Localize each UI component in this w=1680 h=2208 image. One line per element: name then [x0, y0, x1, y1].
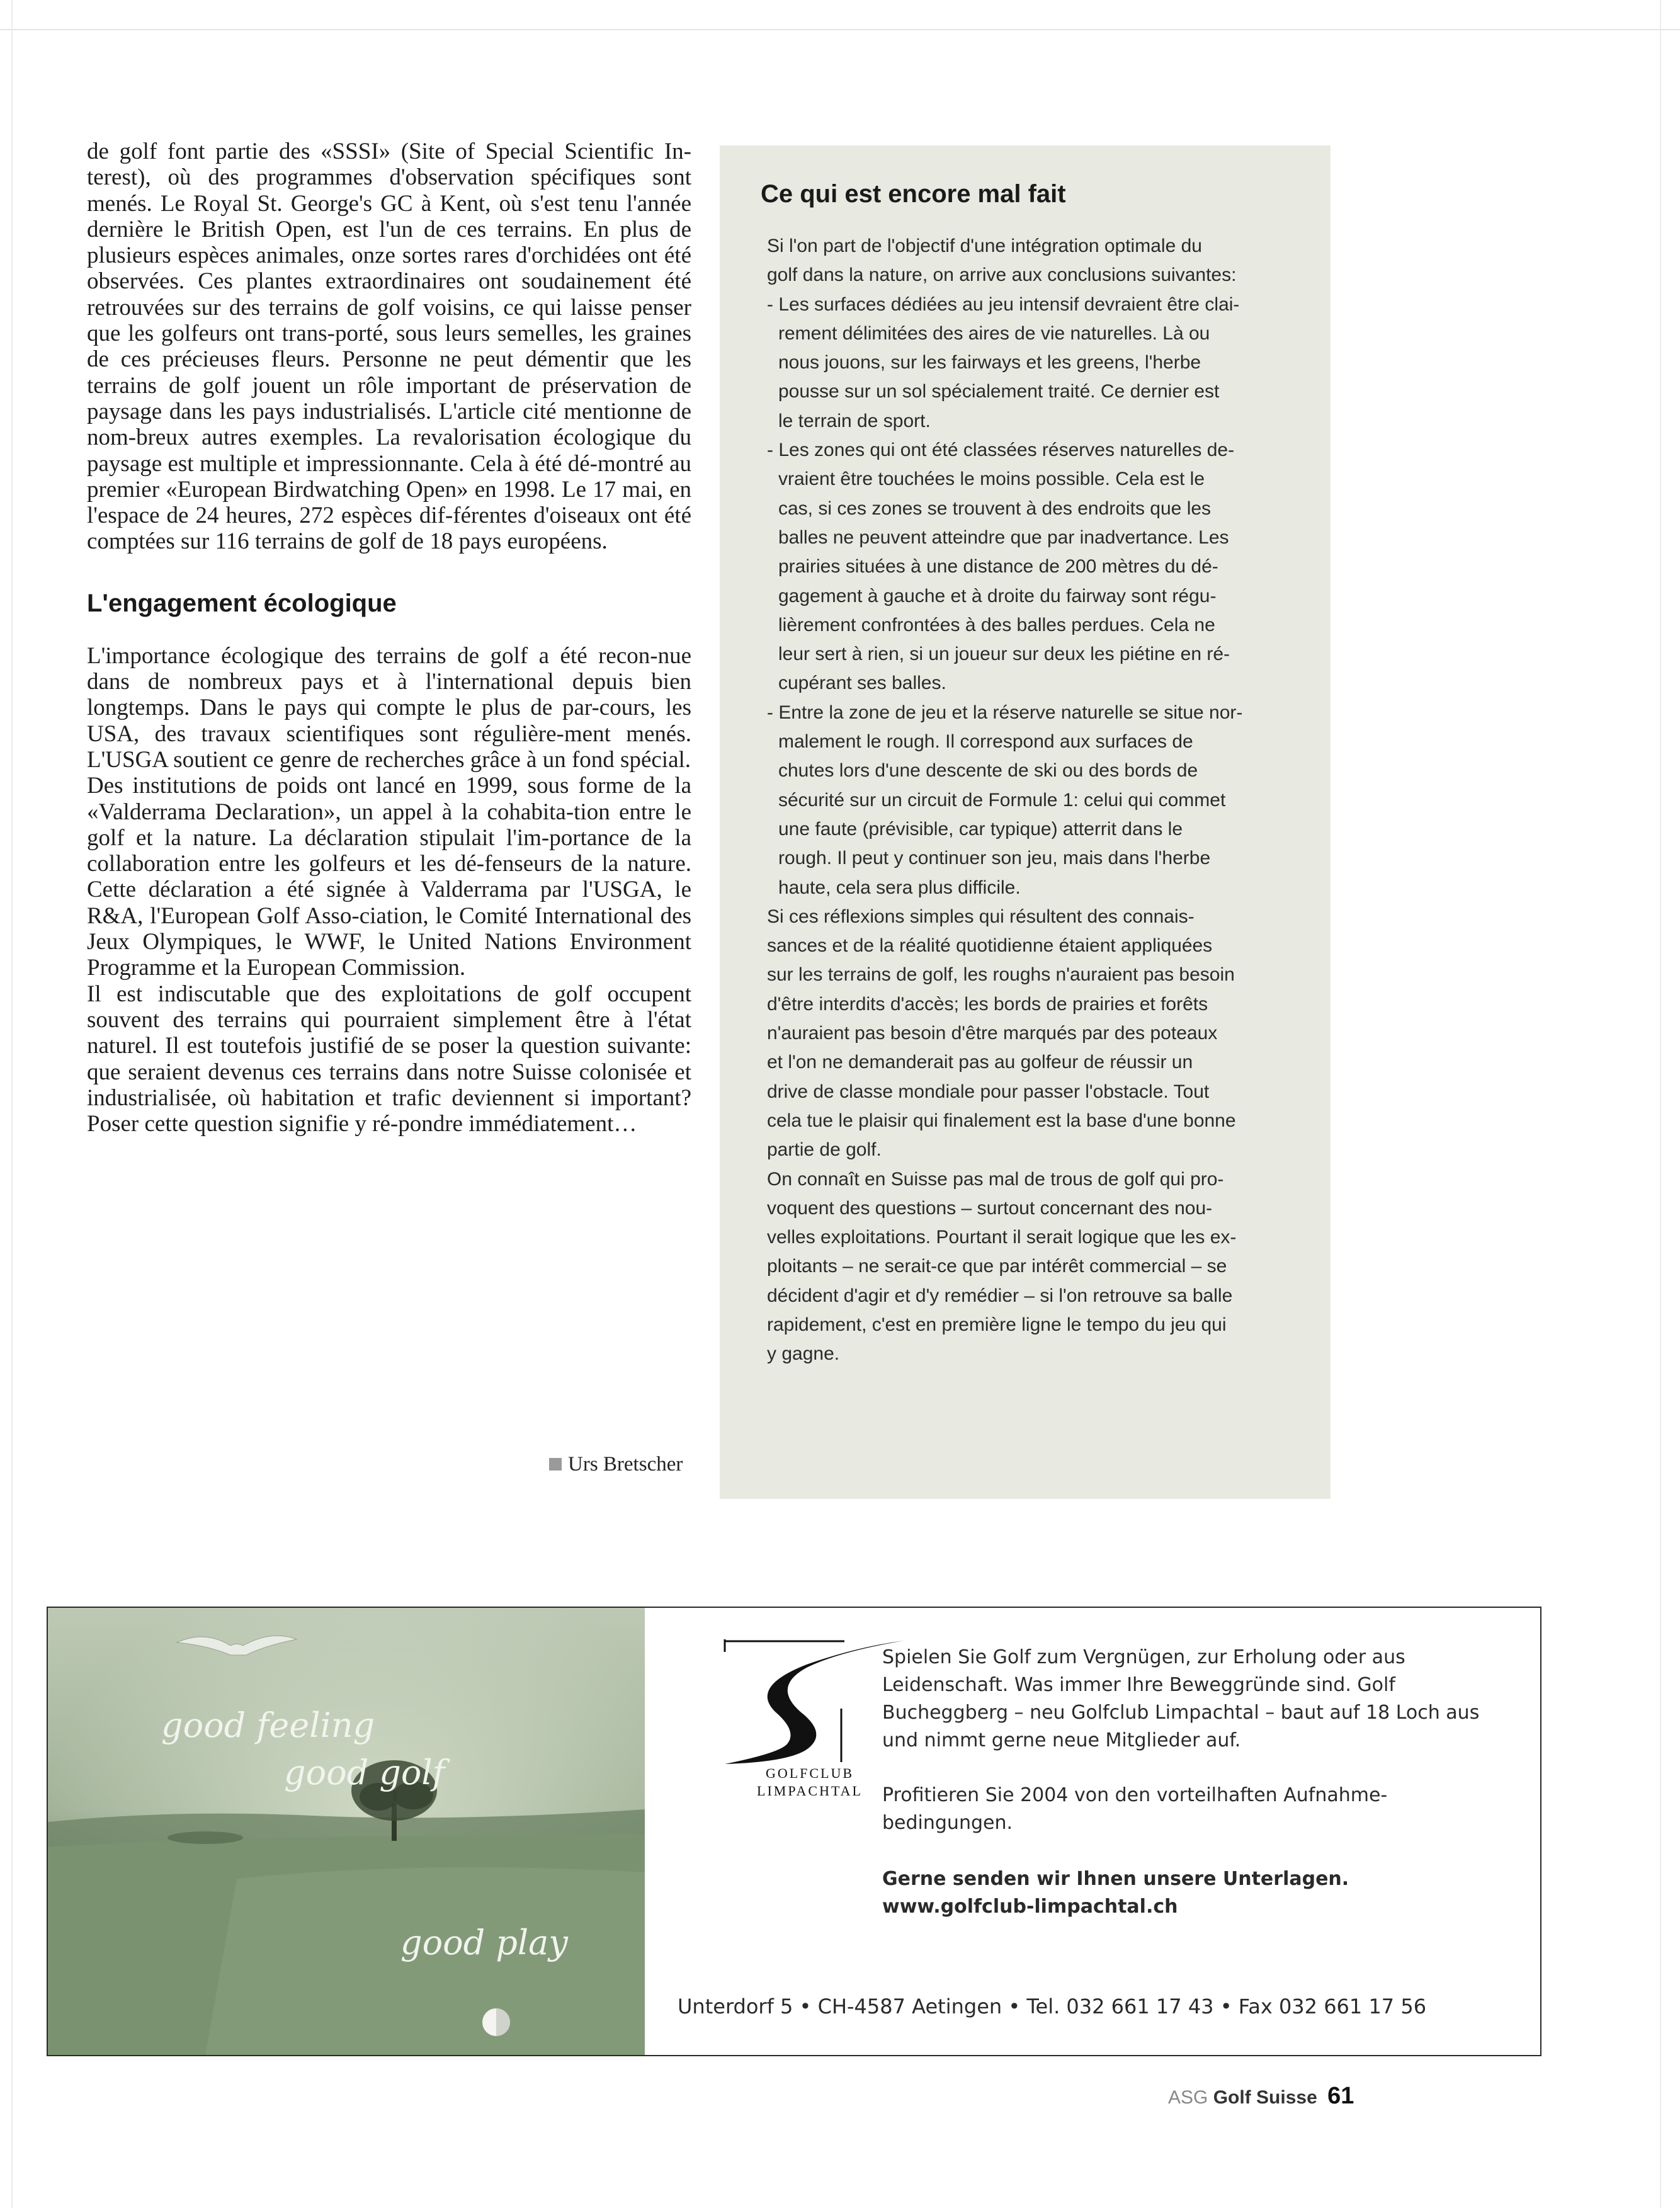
- sidebar-text-line: velles exploitations. Pourtant il serait logique que les ex-: [767, 1227, 1237, 1248]
- sidebar-text-line: Si ces réflexions simples qui résultent des connais-: [767, 906, 1195, 927]
- sidebar-text-line: y gagne.: [767, 1343, 840, 1365]
- sidebar-text-line: balles ne peuvent atteindre que par inadvertance. Les: [778, 526, 1229, 548]
- right-trim-line: [1660, 0, 1661, 2208]
- sidebar-text-line: golf dans la nature, on arrive aux conclusions suivantes:: [767, 265, 1237, 286]
- sidebar-text-line: décident d'agir et d'y remédier – si l'on retrouve sa balle: [767, 1285, 1233, 1306]
- advertisement: [47, 1607, 1541, 2056]
- slogan-good-feeling: good feeling: [161, 1705, 375, 1745]
- sidebar-text-line: nous jouons, sur les fairways et les greens, l'herbe: [778, 352, 1201, 373]
- sidebar-text-line: cupérant ses balles.: [778, 673, 946, 694]
- ad-website-link[interactable]: www.golfclub-limpachtal.ch: [882, 1896, 1178, 1918]
- article-paragraph: Il est indiscutable que des exploitations de golf occupent souvent des terrains qui pourraient simplement être à l'état naturel. Il est toutefois justifié de se poser la question suivante: que seraient devenus ces terrains dans notre Suisse colonisée et industrialisée, où habitation et trafic deviennent si important? Poser cette question signifie y ré-pondre immédiatement…: [87, 981, 691, 1137]
- sidebar-text-line: une faute (prévisible, car typique) atterrit dans le: [778, 818, 1183, 839]
- top-trim-line: [0, 29, 1680, 30]
- sidebar-text-line: partie de golf.: [767, 1139, 882, 1161]
- article-left-column: [87, 139, 691, 1137]
- left-trim-line: [11, 0, 13, 2208]
- sidebar-text-line: n'auraient pas besoin d'être marqués par des poteaux: [767, 1023, 1218, 1044]
- section-heading: L'engagement écologique: [87, 589, 397, 617]
- article-paragraph: Des institutions de poids ont lancé en 1999, sous forme de la «Valderrama Declaration», un appel à la cohabita-tion entre le golf et la nature. La déclaration stipulait l'im-portance de la collaboration entre les golfeurs et les dé-fenseurs de la nature. Cette déclaration a été signée à Valderrama par l'USGA, le R&A, l'European Golf Asso-ciation, le Comité International des Jeux Olympiques, le WWF, le United Nations Environment Programme et la European Commission.: [87, 773, 691, 981]
- sidebar-text-line: - Les zones qui ont été classées réserves naturelles de-: [767, 440, 1235, 461]
- ad-address: Unterdorf 5 • CH-4587 Aetingen • Tel. 032 661 17 43 • Fax 032 661 17 56: [678, 1995, 1427, 2018]
- sidebar-text-line: - Les surfaces dédiées au jeu intensif devraient être clai-: [767, 293, 1240, 315]
- sidebar-text-line: et l'on ne demanderait pas au golfeur de réussir un: [767, 1052, 1193, 1073]
- sidebar-text-line: chutes lors d'une descente de ski ou des bords de: [778, 760, 1198, 782]
- sidebar-text-line: le terrain de sport.: [778, 410, 931, 431]
- golfclub-s-logo-icon: [712, 1639, 907, 1765]
- page-number: 61: [1327, 2083, 1354, 2109]
- sidebar-text-line: prairies situées à une distance de 200 mètres du dé-: [778, 556, 1218, 578]
- sidebar-text-line: voquent des questions – surtout concernant des nou-: [767, 1197, 1213, 1219]
- article-paragraph: de golf font partie des «SSSI» (Site of Special Scientific In-terest), où des programmes d'observation spécifiques sont menés. Le Royal St. George's GC à Kent, où s'est tenu l'année dernière le British Open, est l'un de ces terrains. En plus de plusieurs espèces animales, onze sortes rares d'orchidées ont été observées. Ces plantes extraordinaires ont soudainement été retrouvées sur des terrains de golf voisins, ce qui laisse penser que les golfeurs ont trans-porté, sous leurs semelles, les graines de ces précieuses fleurs. Personne ne peut démentir que les terrains de golf jouent un rôle important de préservation de paysage dans les pays industrialisés. L'article cité mentionne de nom-breux autres exemples. La revalorisation écologique du paysage est multiple et impressionnante. Cela à été dé-montré au premier «European Birdwatching Open» en 1998. Le 17 mai, en l'espace de 24 heures, 272 espèces dif-férentes d'oiseaux ont été comptées sur 116 terrains de golf de 18 pays européens.: [87, 139, 691, 555]
- sidebar-text-line: pousse sur un sol spécialement traité. Ce dernier est: [778, 381, 1220, 402]
- sidebar-text-line: sances et de la réalité quotidienne étaient appliquées: [767, 935, 1213, 957]
- sidebar-text-line: drive de classe mondiale pour passer l'obstacle. Tout: [767, 1081, 1210, 1102]
- ad-copy-paragraph: Profitieren Sie 2004 von den vorteilhaften Aufnahme-bedingungen.: [882, 1784, 1388, 1834]
- sidebar-text-line: rapidement, c'est en première ligne le tempo du jeu qui: [767, 1314, 1227, 1335]
- sidebar-text-line: rough. Il peut y continuer son jeu, mais dans l'herbe: [778, 848, 1211, 869]
- sidebar-text-line: On connaît en Suisse pas mal de trous de golf qui pro-: [767, 1168, 1224, 1190]
- ad-call-to-action: Gerne senden wir Ihnen unsere Unterlagen.: [882, 1868, 1349, 1890]
- golf-course-photo: [48, 1608, 645, 2055]
- sidebar-text-line: cela tue le plaisir qui finalement est la base d'une bonne: [767, 1110, 1236, 1131]
- sidebar-title: Ce qui est encore mal fait: [761, 180, 1066, 208]
- sidebar-text-line: rement délimitées des aires de vie naturelles. Là ou: [778, 322, 1210, 344]
- sidebar-text-line: leur sert à rien, si un joueur sur deux les piétine en ré-: [778, 644, 1230, 665]
- author-name: Urs Bretscher: [568, 1453, 683, 1476]
- article-paragraph: L'importance écologique des terrains de golf a été recon-nue dans de nombreux pays et à l'international depuis bien longtemps. Dans le pays qui compte le plus de par-cours, les USA, des travaux scientifiques sont régulière-ment menés. L'USGA soutient ce genre de recherches grâce à un fond spécial.: [87, 642, 691, 773]
- sidebar-text: [720, 232, 1331, 1369]
- sidebar-text-line: haute, cela sera plus difficile.: [778, 877, 1021, 898]
- sidebar-text-line: vraient être touchées le moins possible. Cela est le: [778, 469, 1205, 490]
- sidebar-text-line: gagement à gauche et à droite du fairway sont régu-: [778, 585, 1217, 606]
- ad-copy-paragraph: Spielen Sie Golf zum Vergnügen, zur Erholung oder aus Leidenschaft. Was immer Ihre Beweggründe sind. Golf Bucheggberg – neu Golfclub Limpachtal – baut auf 18 Loch aus und nimmt gerne neue Mitglieder auf.: [882, 1646, 1480, 1751]
- slogan-good-golf: good golf: [284, 1753, 445, 1792]
- sidebar-text-line: cas, si ces zones se trouvent à des endroits que les: [778, 498, 1212, 519]
- sidebar-box: [720, 145, 1331, 1499]
- sidebar-text-line: sécurité sur un circuit de Formule 1: celui qui commet: [778, 789, 1226, 811]
- sidebar-text-line: lièrement confrontées à des balles perdues. Cela ne: [778, 614, 1215, 635]
- golf-ball-icon: [482, 2008, 510, 2036]
- author-byline: [549, 1453, 683, 1476]
- page-footer: [1168, 2083, 1354, 2110]
- golfclub-logo: [712, 1639, 907, 1803]
- logo-text-golfclub: GOLFCLUB: [765, 1765, 854, 1781]
- logo-text-limpachtal: LIMPACHTAL: [757, 1783, 863, 1799]
- slogan-good-play: good play: [400, 1923, 568, 1962]
- sidebar-text-line: malement le rough. Il correspond aux surfaces de: [778, 731, 1193, 753]
- square-bullet-icon: [549, 1458, 562, 1471]
- sidebar-text-line: sur les terrains de golf, les roughs n'auraient pas besoin: [767, 964, 1235, 986]
- magazine-name: Golf Suisse: [1213, 2087, 1317, 2108]
- footer-prefix: ASG: [1168, 2087, 1208, 2108]
- sidebar-text-line: Si l'on part de l'objectif d'une intégration optimale du: [767, 236, 1202, 256]
- sidebar-text-line: d'être interdits d'accès; les bords de prairies et forêts: [767, 993, 1208, 1015]
- sidebar-text-line: ploitants – ne serait-ce que par intérêt commercial – se: [767, 1256, 1227, 1277]
- sidebar-text-line: - Entre la zone de jeu et la réserve naturelle se situe nor-: [767, 702, 1243, 723]
- ad-copy: [882, 1644, 1512, 1921]
